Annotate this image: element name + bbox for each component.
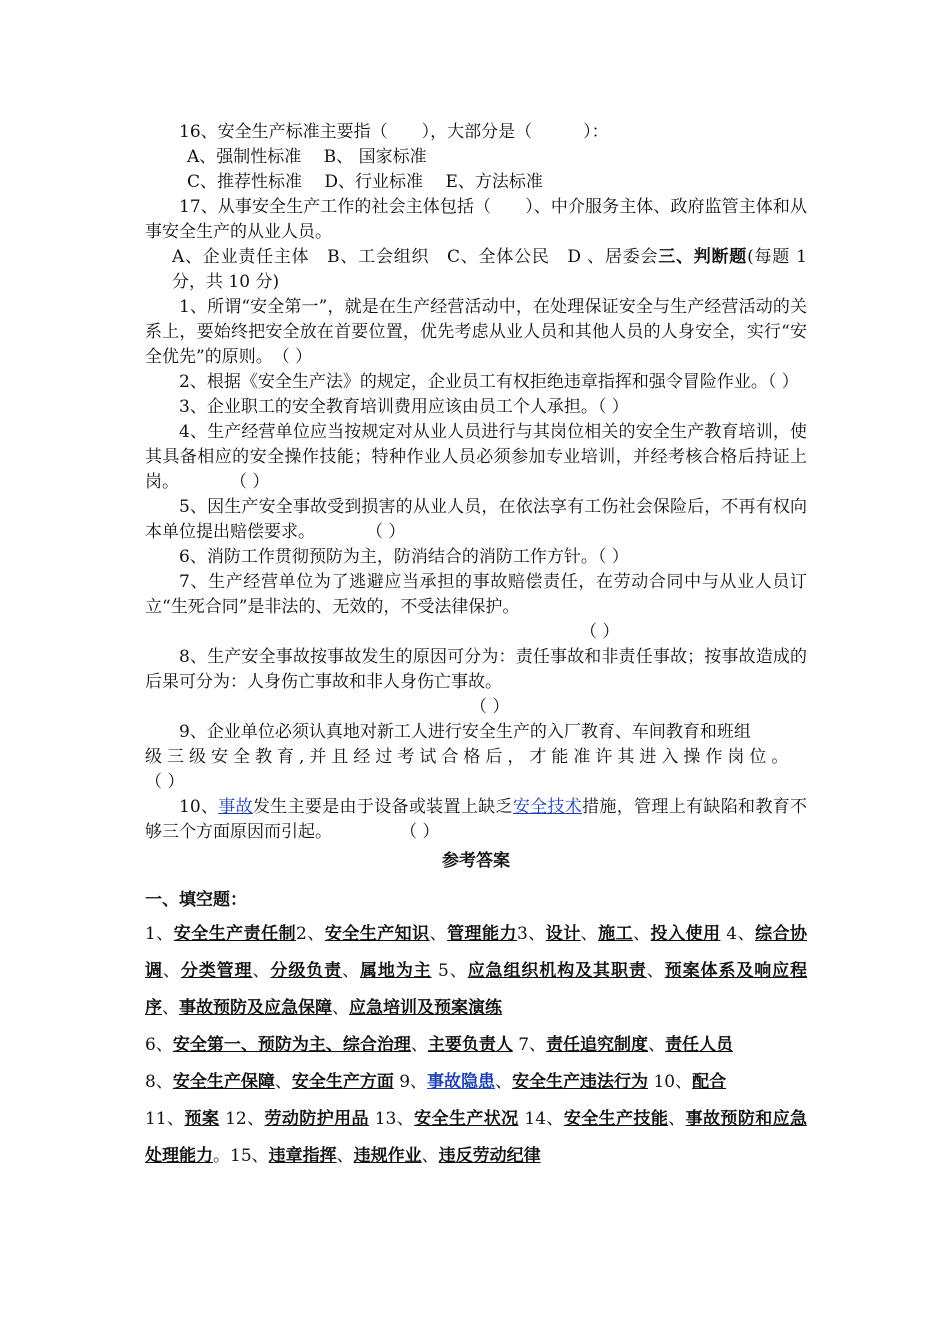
answer-num: 11、 xyxy=(145,1109,185,1129)
answer-15c: 违反劳动纪律 xyxy=(438,1146,541,1166)
answer-4d: 属地为主 xyxy=(360,961,432,981)
judgment-9-paren: （ ） xyxy=(145,772,185,792)
link-accident[interactable]: 事故 xyxy=(218,797,253,817)
answer-15b: 违规作业 xyxy=(353,1146,422,1166)
answer-12: 劳动防护用品 xyxy=(264,1109,369,1129)
answer-8a: 安全生产保障 xyxy=(172,1072,275,1092)
answer-num: 14、 xyxy=(524,1109,564,1129)
answer-num: 2、 xyxy=(296,924,325,944)
judgment-4: 4、生产经营单位应当按规定对从业人员进行与其岗位相关的安全生产教育培训，使其具备相应的安全操作技能；特种作业人员必须参加专业培训，并经考核合格后持证上岗。 （ ） xyxy=(145,422,807,492)
answer-10: 配合 xyxy=(692,1072,727,1092)
judgment-8: 8、生产安全事故按事故发生的原因可分为：责任事故和非责任事故；按事故造成的后果可分为：人身伤亡事故和非人身伤亡事故。 xyxy=(145,647,807,692)
answer-num: 7、 xyxy=(518,1035,547,1055)
judgment-9-line-b: 级三级安全教育,并且经过考试合格后，才能准许其进入操作岗位。 xyxy=(145,747,794,767)
answers-section-1: 一、填空题： xyxy=(145,890,247,910)
section-3-title: 三、判断题 xyxy=(658,247,748,267)
answer-line-2: 6、安全第一、预防为主、综合治理、主要负责人 7、责任追究制度、责任人员 xyxy=(145,1035,734,1055)
judgment-2: 2、根据《安全生产法》的规定，企业员工有权拒绝违章指挥和强令冒险作业。（ ） xyxy=(179,372,799,392)
judgment-10-num: 10、 xyxy=(179,797,219,817)
answer-6a: 安全第一、预防为主、综合治理 xyxy=(172,1035,411,1055)
question-16: 16、安全生产标准主要指（ ），大部分是（ ）： xyxy=(179,122,609,142)
section-3-note: (每题 1 分，共 10 分) xyxy=(172,247,807,292)
answer-5c: 事故预防及应急保障 xyxy=(179,998,332,1018)
answers-title: 参考答案 xyxy=(442,851,510,871)
question-17: 17、从事安全生产工作的社会主体包括（ ）、中介服务主体、政府监管主体和从事安全生产的从业人员。 xyxy=(145,197,807,242)
document-content xyxy=(145,120,807,1175)
answer-3a: 设计 xyxy=(545,924,581,944)
answer-11: 预案 xyxy=(184,1109,220,1129)
judgment-3: 3、企业职工的安全教育培训费用应该由员工个人承担。（ ） xyxy=(179,397,629,417)
answer-line-1: 1、安全生产责任制2、安全生产知识、管理能力3、设计、施工、投入使用 4、综合协调、分类管理、分级负责、属地为主 5、应急组织机构及其职责、预案体系及响应程序、事故预防及应急保障、应急培训及预案演练 xyxy=(145,924,808,1018)
answer-14a: 安全生产技能 xyxy=(563,1109,669,1129)
answer-num: 5、 xyxy=(437,961,468,981)
answer-3c: 投入使用 xyxy=(650,924,721,944)
answer-4a: 综合协调 xyxy=(145,924,807,981)
answer-num: 9、 xyxy=(399,1072,428,1092)
answer-line-3: 8、安全生产保障、安全生产方面 9、事故隐患、安全生产违法行为 10、配合 xyxy=(145,1072,727,1092)
judgment-9-line-a: 9、企业单位必须认真地对新工人进行安全生产的入厂教育、车间教育和班组 xyxy=(179,722,751,742)
answer-9a-link[interactable]: 事故隐患 xyxy=(427,1072,496,1092)
answer-5a: 应急组织机构及其职责 xyxy=(467,961,647,981)
answer-8b: 安全生产方面 xyxy=(291,1072,394,1092)
answer-num: 3、 xyxy=(516,924,546,944)
question-16-options-ab: A、强制性标准 B、 国家标准 xyxy=(187,147,427,167)
judgment-5: 5、因生产安全事故受到损害的从业人员，在依法享有工伤社会保险后，不再有权向本单位提出赔偿要求。 （ ） xyxy=(145,497,807,542)
answer-15a: 违章指挥 xyxy=(268,1146,337,1166)
answer-num: 1、 xyxy=(145,924,174,944)
answer-6b: 主要负责人 xyxy=(427,1035,513,1055)
link-safety-technology[interactable]: 安全技术 xyxy=(512,797,583,817)
question-16-options-cde: C、推荐性标准 D、行业标准 E、方法标准 xyxy=(187,172,543,192)
answer-1: 安全生产责任制 xyxy=(173,924,297,944)
answer-4b: 分类管理 xyxy=(180,961,253,981)
answer-14b: 事故预防和应急处理能力 xyxy=(145,1109,808,1166)
answer-num: 13、 xyxy=(374,1109,415,1129)
answer-line-4: 11、预案 12、劳动防护用品 13、安全生产状况 14、安全生产技能、事故预防和应急处理能力。15、违章指挥、违规作业、违反劳动纪律 xyxy=(145,1109,808,1166)
answer-num: 6、 xyxy=(145,1035,173,1055)
answer-5b: 预案体系及响应程序 xyxy=(145,961,808,1018)
judgment-8-paren: （ ） xyxy=(470,697,510,717)
answer-num: 4、 xyxy=(726,924,756,944)
judgment-10 xyxy=(145,795,807,845)
answer-num: 8、 xyxy=(145,1072,173,1092)
answer-2b: 管理能力 xyxy=(447,924,517,944)
answer-13: 安全生产状况 xyxy=(414,1109,519,1129)
answer-5d: 应急培训及预案演练 xyxy=(349,998,502,1018)
question-17-options xyxy=(145,245,807,295)
judgment-10-mid: 发生主要是由于设备或装置上缺乏 xyxy=(252,797,513,817)
answer-num: 12、 xyxy=(225,1109,265,1129)
answer-num: 10、 xyxy=(653,1072,693,1092)
question-17-options-text: A、企业责任主体 B、工会组织 C、全体公民 D 、居委会 xyxy=(172,247,659,267)
answer-9b: 安全生产违法行为 xyxy=(512,1072,649,1092)
answer-num: 15、 xyxy=(230,1146,269,1166)
judgment-6: 6、消防工作贯彻预防为主，防消结合的消防工作方针。（ ） xyxy=(179,547,629,567)
answer-3b: 施工 xyxy=(598,924,634,944)
answer-2a: 安全生产知识 xyxy=(324,924,430,944)
answer-7a: 责任追究制度 xyxy=(546,1035,649,1055)
answer-7b: 责任人员 xyxy=(665,1035,734,1055)
answer-4c: 分级负责 xyxy=(270,961,343,981)
judgment-10-post: 措施，管理上有缺陷和教育不够三个方面原因而引起。 （ ） xyxy=(145,797,808,842)
judgment-1: 1、所谓“安全第一”，就是在生产经营活动中，在处理保证安全与生产经营活动的关系上，要始终把安全放在首要位置，优先考虑从业人员和其他人员的人身安全，实行“安全优先”的原则。 （ ） xyxy=(145,297,807,367)
judgment-7-paren: （ ） xyxy=(580,622,620,642)
judgment-7: 7、生产经营单位为了逃避应当承担的事故赔偿责任，在劳动合同中与从业人员订立“生死合同”是非法的、无效的，不受法律保护。 xyxy=(145,572,807,617)
